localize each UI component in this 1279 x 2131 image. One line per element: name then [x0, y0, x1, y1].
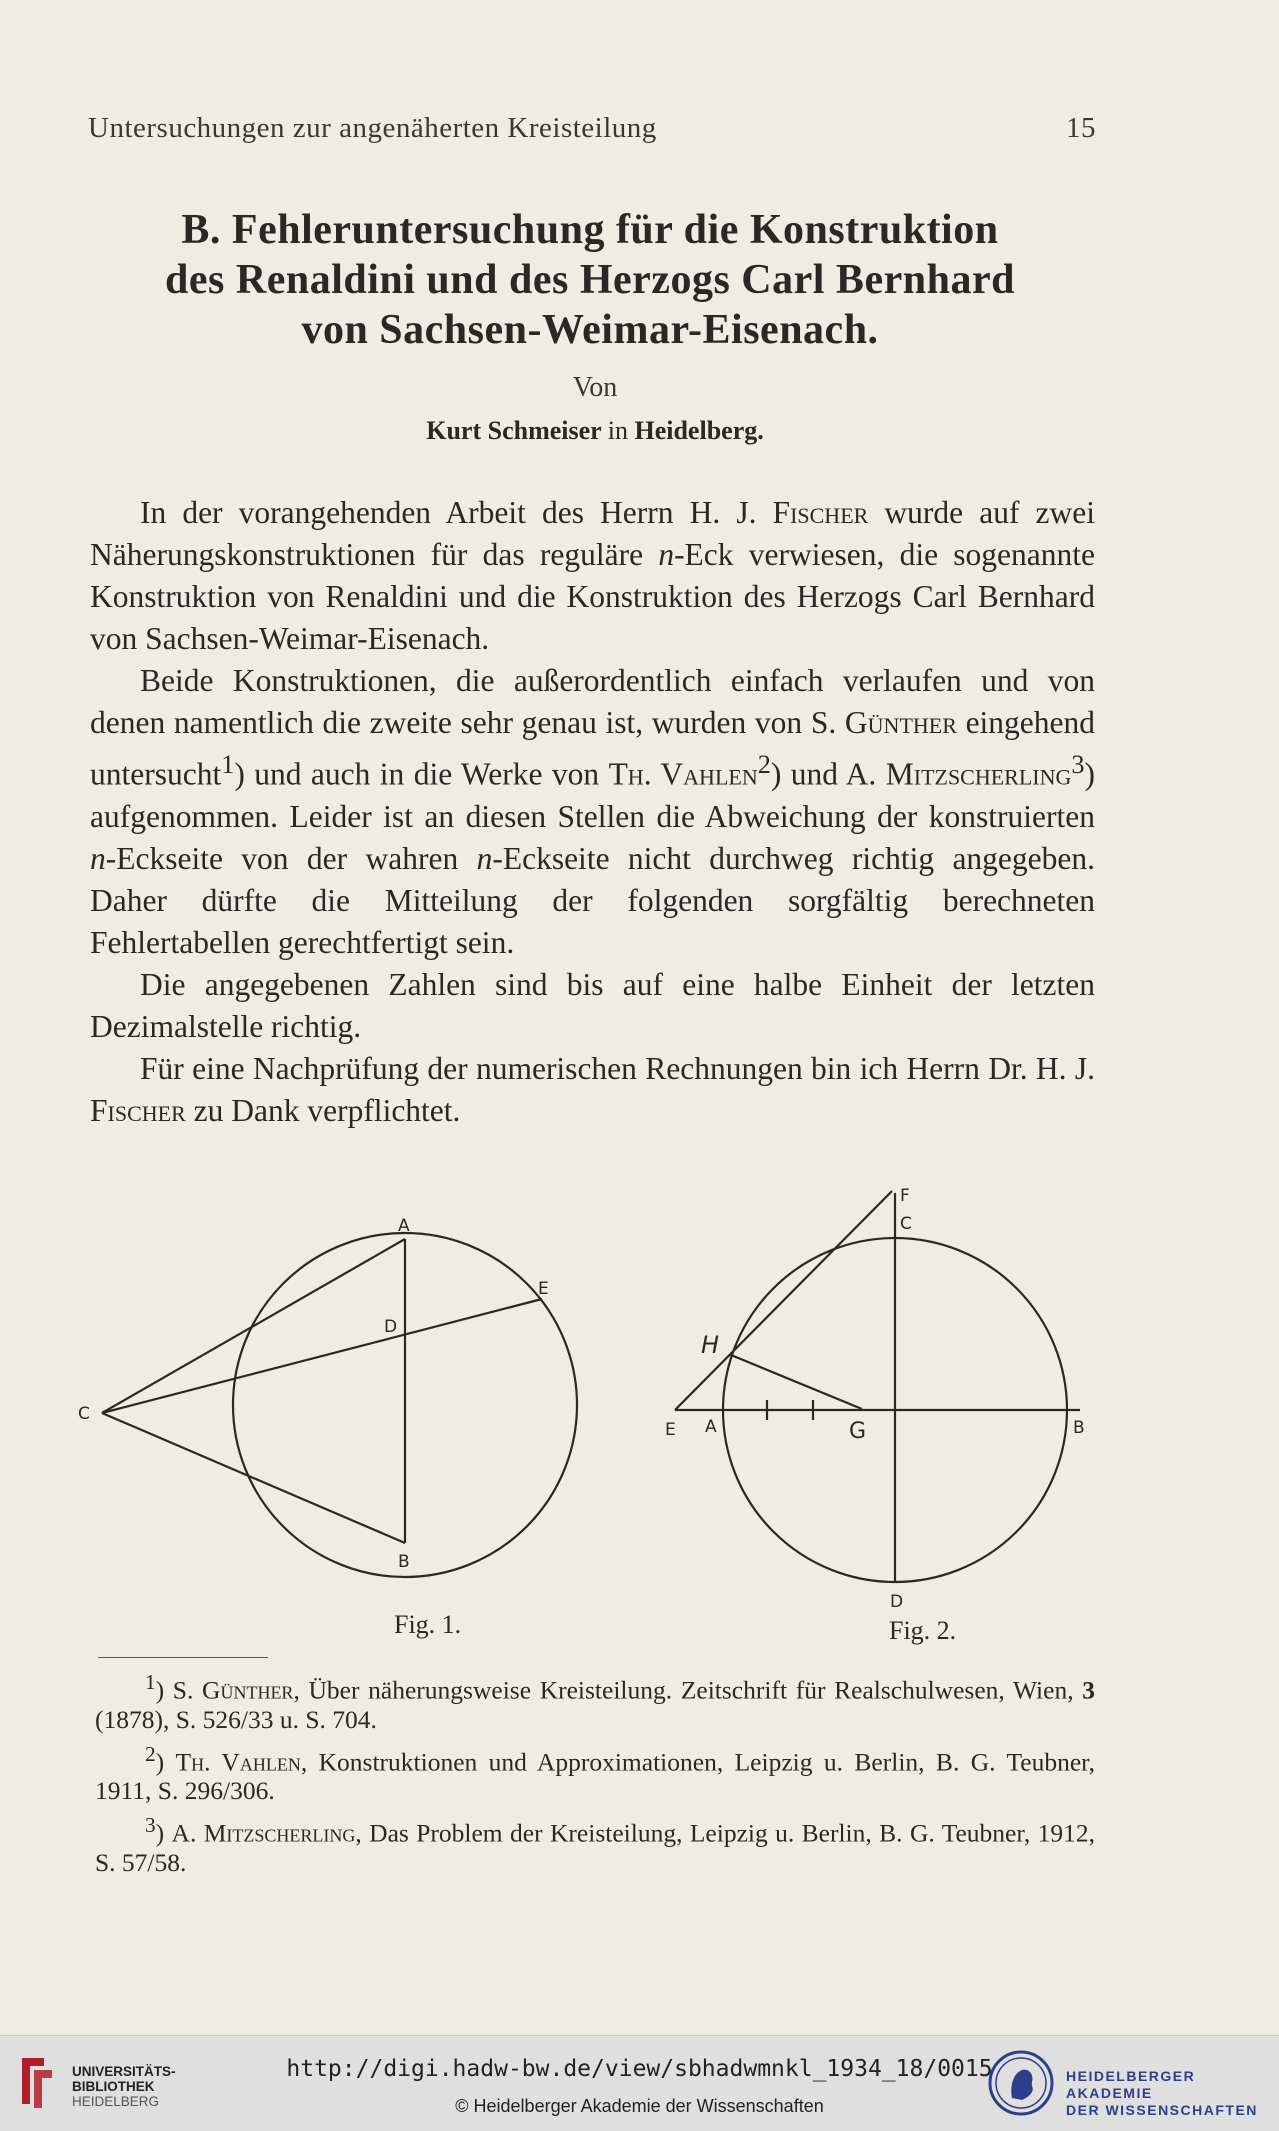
figures-drawing [80, 1175, 1100, 1655]
footnote-3-author: A. Mitzscherling [171, 1818, 356, 1848]
paragraph-2 [90, 660, 1095, 964]
footnote-mark-3: 3 [1071, 750, 1085, 779]
fig1-label-c: C [78, 1404, 90, 1424]
math-n: n [658, 537, 675, 572]
footnote-mark-2: 2 [757, 750, 771, 779]
academy-seal-icon[interactable] [988, 2048, 1054, 2118]
figures-area [80, 1175, 1100, 1655]
footnotes [95, 1668, 1095, 1883]
paragraph-3: Die angegebenen Zahlen sind bis auf eine halbe Einheit der letzten Dezimalstelle richtig. [90, 966, 1095, 1044]
footnote-1-volume: 3 [1082, 1675, 1096, 1705]
title-line-3: von Sachsen-Weimar-Eisenach. [301, 307, 879, 353]
author-fischer: Fischer [772, 495, 869, 530]
author-in: in [607, 416, 628, 445]
footnote-3: $^3$) A. Mitzscherling, Das Problem der Kreisteilung, Leipzig u. Berlin, B. G. Teubner, 1912, S. 57/58. [95, 1813, 1096, 1877]
academy-name[interactable] [1066, 2068, 1279, 2119]
fig2-label-a: A [705, 1417, 717, 1437]
fig2-label-g: G [849, 1419, 867, 1444]
fig2-line-hg [731, 1355, 862, 1409]
text-run: -Eckseite nicht durchweg richtig angegeben. Daher dürfte die Mitteilung der folgenden sorgfältig berechneten Fehlertabellen gerechtfertigt sein. [90, 840, 1095, 960]
fig1-label-b: B [398, 1552, 410, 1572]
paragraph-1 [90, 492, 1095, 660]
fig1-label-a: A [398, 1216, 410, 1236]
text-run: , Über näherungsweise Kreisteilung. Zeitschrift für Realschulwesen, Wien, [293, 1675, 1074, 1705]
figure-2 [665, 1186, 1085, 1612]
library-line-1: UNIVERSITÄTS- [72, 2064, 176, 2079]
math-n: n [90, 840, 106, 876]
text-run: ) und auch in die Werke von [234, 756, 600, 792]
fig2-label-d: D [890, 1592, 904, 1612]
fig1-line-ca [102, 1239, 405, 1413]
title-line-2: des Renaldini und des Herzogs Carl Bernhard [165, 257, 1015, 303]
academy-line-2: DER WISSENSCHAFTEN [1066, 2102, 1258, 2118]
text-run: Beide Konstruktionen, die außerordentlich einfach verlaufen und von denen namentlich die zweite sehr genau ist, wurden von S. [90, 663, 1095, 740]
author-guenther: Günther [844, 705, 957, 740]
copyright-notice: © Heidelberger Akademie der Wissenschaften [455, 2096, 824, 2116]
viewer-footer [0, 2035, 1279, 2131]
author-mitzscherling: Mitzscherling [885, 756, 1072, 792]
fig2-label-b: B [1073, 1418, 1085, 1438]
author-line [0, 416, 1190, 446]
math-n: n [476, 840, 493, 876]
fig2-label-e: E [665, 1420, 676, 1440]
byline-von: Von [572, 372, 618, 403]
text-run: ) aufgenommen. Leider ist an diesen Stellen die Abweichung der konstruierten [90, 756, 1096, 834]
text-run: wurde auf zwei Näherungskonstruktionen für das reguläre [90, 495, 1095, 572]
fig1-label-d: D [384, 1317, 398, 1337]
library-line-2: BIBLIOTHEK [72, 2079, 155, 2094]
author-place: Heidelberg. [634, 416, 764, 445]
figure-1 [78, 1216, 577, 1577]
text-run: , Das Problem der Kreisteilung, Leipzig u. Berlin, B. G. Teubner, 1912, S. 57/58. [95, 1818, 1096, 1877]
academy-line-1: HEIDELBERGER AKADEMIE [1066, 2068, 1196, 2101]
paragraph-4 [90, 1048, 1095, 1132]
text-run: , Konstruktionen und Approximationen, Leipzig u. Berlin, B. G. Teubner, 1911, S. 296/306. [95, 1747, 1095, 1805]
permalink-url[interactable]: http://digi.hadw-bw.de/view/sbhadwmnkl_1934_18/0015 [286, 2056, 993, 2082]
library-line-3: HEIDELBERG [72, 2094, 160, 2109]
fig2-label-f: F [900, 1186, 910, 1206]
text-run: zu Dank verpflichtet. [193, 1092, 461, 1128]
footnote-1-author: S. Günther [172, 1675, 294, 1705]
text-run: In der vorangehenden Arbeit des Herrn H. J. [140, 495, 757, 530]
running-title: Untersuchungen zur angenäherten Kreisteilung [88, 112, 657, 144]
title-line-1: B. Fehleruntersuchung für die Konstruktion [181, 207, 999, 253]
footnote-3-mark: 3 [145, 1813, 156, 1837]
text-run: -Eck verwiesen, die sogenannte Konstruktion von Renaldini und die Konstruktion des Herzogs Carl Bernhard von Sachsen-Weimar-Eisenach. [90, 537, 1096, 656]
fig1-label-e: E [538, 1279, 549, 1299]
author-vahlen: Th. Vahlen [608, 756, 758, 792]
footnote-rule [98, 1657, 268, 1658]
text-run: -Eckseite von der wahren [105, 840, 459, 876]
text-run: eingehend untersucht [90, 705, 1096, 792]
author-name: Kurt Schmeiser [426, 416, 602, 445]
fig2-label-h: H [701, 1331, 720, 1359]
footnote-2-author: Th. Vahlen [175, 1747, 301, 1776]
figure-2-caption: Fig. 2. [889, 1616, 957, 1645]
text-run: Für eine Nachprüfung der numerischen Rechnungen bin ich Herrn Dr. H. J. [140, 1050, 1095, 1086]
footnote-1: $^1$) S. Günther, Über näherungsweise Kreisteilung. Zeitschrift für Realschulwesen, Wien, 3 (1878), S. 526/33 u. S. 704. [95, 1670, 1096, 1734]
text-run: (1878), S. 526/33 u. S. 704. [95, 1704, 377, 1734]
fig1-line-cb [102, 1413, 405, 1543]
footnote-1-mark: 1 [145, 1670, 156, 1694]
page-number: 15 [1066, 112, 1096, 144]
footnote-2-mark: 2 [145, 1741, 156, 1766]
footnote-2: $^2$) Th. Vahlen, Konstruktionen und Approximationen, Leipzig u. Berlin, B. G. Teubner, 1911, S. 296/306. [95, 1741, 1095, 1805]
figure-1-caption: Fig. 1. [394, 1610, 462, 1639]
fig1-line-ce [102, 1299, 542, 1413]
author-fischer: Fischer [90, 1092, 186, 1128]
footnote-mark-1: 1 [221, 750, 235, 779]
text-run: ) und A. [770, 756, 877, 792]
fig2-label-c: C [900, 1214, 912, 1234]
body-text [90, 492, 1095, 1132]
article-title [70, 205, 1110, 355]
